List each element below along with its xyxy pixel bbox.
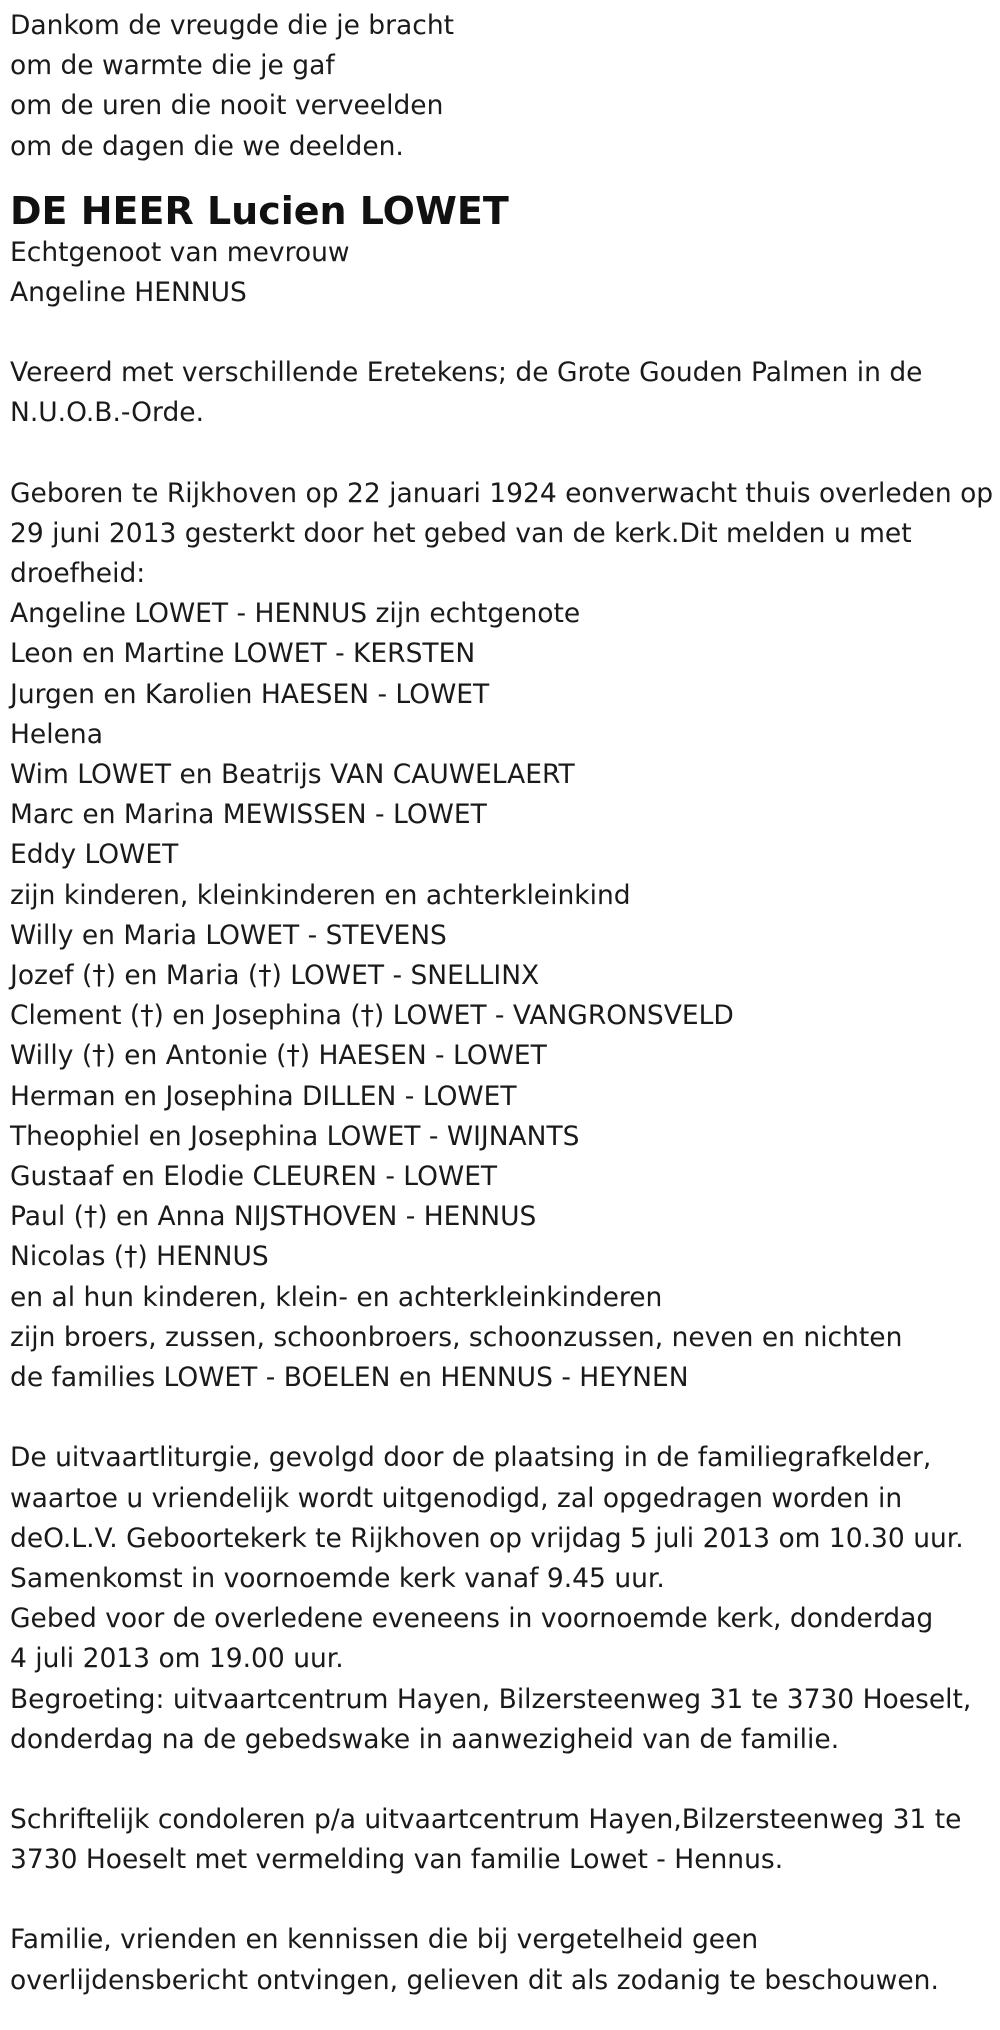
funeral-line: waartoe u vriendelijk wordt uitgenodigd, zal opgedragen worden in (10, 1482, 903, 1514)
spacer (10, 1760, 995, 1800)
family-line: Helena (10, 718, 103, 750)
family-line: Leon en Martine LOWET - KERSTEN (10, 638, 476, 670)
family-list (10, 594, 995, 1398)
honors-line: Vereerd met verschillende Eretekens; de Grote Gouden Palmen in de (10, 357, 923, 389)
family-line: de families LOWET - BOELEN en HENNUS - HEYNEN (10, 1362, 689, 1394)
funeral-line: deO.L.V. Geboortekerk te Rijkhoven op vrijdag 5 juli 2013 om 10.30 uur. (10, 1522, 964, 1554)
poem-line: om de uren die nooit verveelden (10, 90, 444, 122)
deceased-name-title: DE HEER Lucien LOWET (10, 188, 509, 233)
birth-death-section (10, 474, 995, 595)
family-line: Jozef (†) en Maria (†) LOWET - SNELLINX (10, 960, 540, 992)
spouse-line: Angeline HENNUS (10, 277, 247, 309)
birth-death-line: droefheid: (10, 558, 146, 590)
spacer (10, 313, 995, 353)
closing-section (10, 1920, 995, 2000)
funeral-line: Gebed voor de overledene eveneens in voornoemde kerk, donderdag (10, 1603, 934, 1635)
funeral-line: 4 juli 2013 om 19.00 uur. (10, 1643, 344, 1675)
funeral-line: De uitvaartliturgie, gevolgd door de plaatsing in de familiegrafkelder, (10, 1442, 932, 1474)
family-line: Angeline LOWET - HENNUS zijn echtgenote (10, 598, 581, 630)
funeral-section (10, 1438, 995, 1760)
spacer (10, 1398, 995, 1438)
closing-line: Familie, vrienden en kennissen die bij vergetelheid geen (10, 1924, 759, 1956)
family-line: Gustaaf en Elodie CLEUREN - LOWET (10, 1161, 498, 1193)
birth-death-line: 29 juni 2013 gesterkt door het gebed van de kerk.Dit melden u met (10, 517, 912, 549)
condolences-line: 3730 Hoeselt met vermelding van familie Lowet - Hennus. (10, 1844, 784, 1876)
poem-line: Dankom de vreugde die je bracht (10, 10, 455, 41)
family-line: Paul (†) en Anna NIJSTHOVEN - HENNUS (10, 1201, 537, 1233)
obituary-document (10, 6, 995, 2001)
condolences-section (10, 1800, 995, 1880)
honors-section (10, 353, 995, 433)
condolences-line: Schriftelijk condoleren p/a uitvaartcentrum Hayen,Bilzersteenweg 31 te (10, 1803, 962, 1835)
family-line: Herman en Josephina DILLEN - LOWET (10, 1080, 517, 1112)
funeral-line: Begroeting: uitvaartcentrum Hayen, Bilzersteenweg 31 te 3730 Hoeselt, (10, 1683, 972, 1715)
spacer (10, 1880, 995, 1920)
funeral-line: Samenkomst in voornoemde kerk vanaf 9.45 uur. (10, 1562, 665, 1594)
family-line: Marc en Marina MEWISSEN - LOWET (10, 799, 487, 831)
birth-death-line: Geboren te Rijkhoven op 22 januari 1924 eonverwacht thuis overleden op (10, 477, 994, 509)
family-line: Jurgen en Karolien HAESEN - LOWET (10, 678, 490, 710)
poem-line: om de warmte die je gaf (10, 50, 335, 82)
poem-line: om de dagen die we deelden. (10, 130, 404, 162)
family-line: Theophiel en Josephina LOWET - WIJNANTS (10, 1120, 580, 1152)
family-line: zijn kinderen, kleinkinderen en achterkleinkind (10, 879, 631, 911)
family-line: Willy (†) en Antonie (†) HAESEN - LOWET (10, 1040, 547, 1072)
family-line: Eddy LOWET (10, 839, 179, 871)
poem-section (10, 6, 995, 167)
closing-line: overlijdensbericht ontvingen, gelieven dit als zodanig te beschouwen. (10, 1964, 939, 1996)
family-line: Willy en Maria LOWET - STEVENS (10, 919, 447, 951)
honors-line: N.U.O.B.-Orde. (10, 397, 205, 429)
family-line: Nicolas (†) HENNUS (10, 1241, 269, 1273)
spacer (10, 434, 995, 474)
family-line: Wim LOWET en Beatrijs VAN CAUWELAERT (10, 759, 575, 791)
family-line: zijn broers, zussen, schoonbroers, schoonzussen, neven en nichten (10, 1321, 903, 1353)
family-line: en al hun kinderen, klein- en achterkleinkinderen (10, 1281, 663, 1313)
spouse-line: Echtgenoot van mevrouw (10, 236, 350, 268)
spouse-section (10, 233, 995, 313)
family-line: Clement (†) en Josephina (†) LOWET - VANGRONSVELD (10, 1000, 734, 1032)
funeral-line: donderdag na de gebedswake in aanwezigheid van de familie. (10, 1723, 840, 1755)
